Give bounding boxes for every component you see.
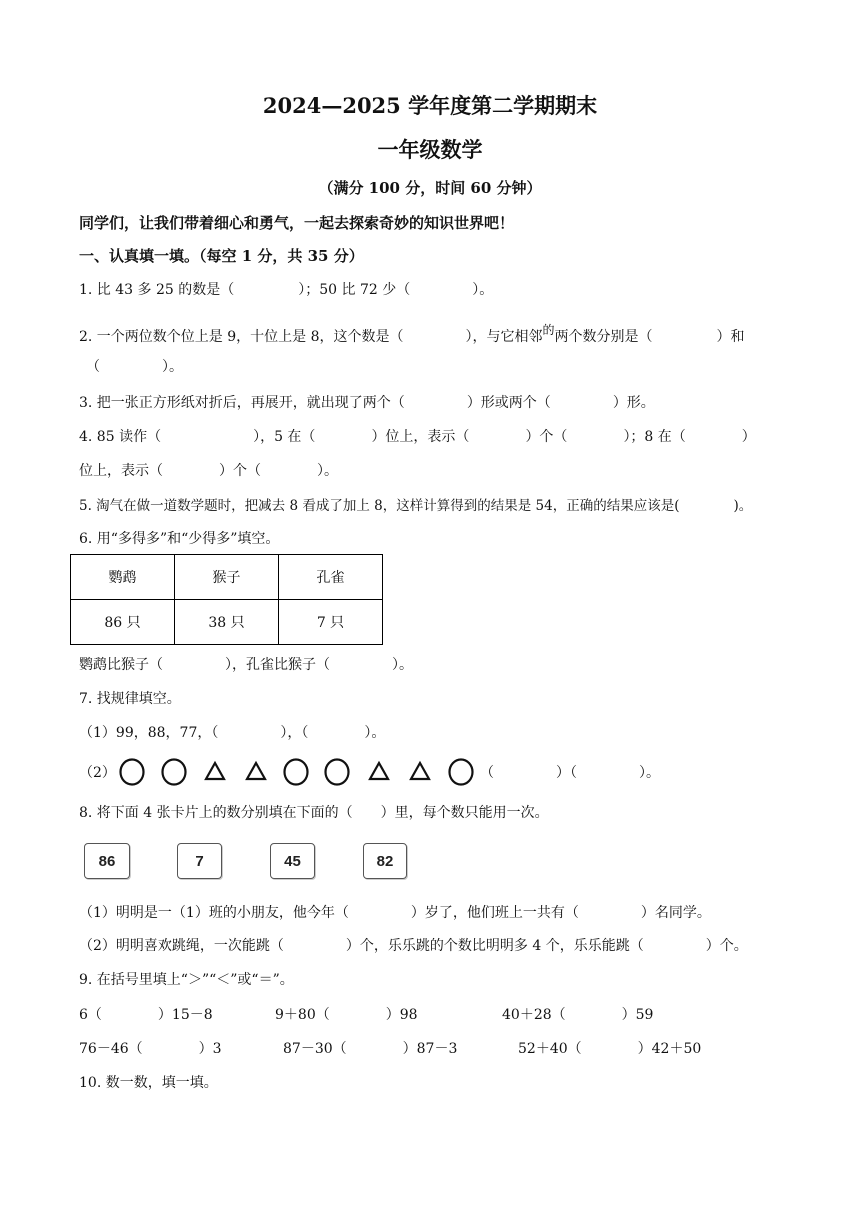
question-8-part2: （2）明明喜欢跳绳，一次能跳（ ）个，乐乐跳的个数比明明多 4 个，乐乐能跳（ ）个。 xyxy=(79,938,748,954)
circle-shape-icon xyxy=(118,757,148,787)
question-1: 1. 比 43 多 25 的数是（ ）；50 比 72 少（ ）。 xyxy=(79,282,494,298)
question-7-part2-blanks: （ ）（ ）。 xyxy=(480,765,660,781)
question-9-prompt: 9. 在括号里填上“＞”“＜”或“＝”。 xyxy=(79,972,294,988)
question-7-part1: （1）99，88，77，（ ），（ ）。 xyxy=(79,725,386,741)
triangle-shape-icon xyxy=(407,759,437,789)
question-4-cont: 位上，表示（ ）个（ ）。 xyxy=(79,463,338,479)
animal-table xyxy=(70,554,383,645)
table-header: 孔雀 xyxy=(279,555,383,600)
compare-row-1: 6（ ）15－8 xyxy=(79,1007,213,1023)
greeting: 同学们，让我们带着细心和勇气，一起去探索奇妙的知识世界吧！ xyxy=(79,214,515,232)
compare-row-2: 76－46（ ）3 xyxy=(79,1041,222,1057)
triangle-shape-icon xyxy=(243,759,273,789)
triangle-shape-icon xyxy=(366,759,396,789)
circle-shape-icon xyxy=(447,757,477,787)
table-cell: 38 只 xyxy=(175,600,279,645)
number-card: 7 xyxy=(177,843,222,879)
question-2: 2. 一个两位数个位上是 9，十位上是 8，这个数是（ ），与它相邻的两个数分别是（ ）和 xyxy=(79,323,745,345)
question-8-prompt: 8. 将下面 4 张卡片上的数分别填在下面的（ ）里，每个数只能用一次。 xyxy=(79,805,549,821)
question-7-part2-label: （2） xyxy=(79,765,116,781)
exam-title: 2024—2025 学年度第二学期期末 xyxy=(262,93,598,118)
question-4: 4. 85 读作（ ），5 在（ ）位上，表示（ ）个（ ）；8 在（ ） xyxy=(79,429,756,445)
question-6-fill: 鹦鹉比猴子（ ），孔雀比猴子（ ）。 xyxy=(79,657,413,673)
compare-row-1b: 9＋80（ ）98 xyxy=(275,1007,418,1023)
table-cell: 7 只 xyxy=(279,600,383,645)
circle-shape-icon xyxy=(160,757,190,787)
circle-shape-icon xyxy=(282,757,312,787)
question-8-part1: （1）明明是一（1）班的小朋友，他今年（ ）岁了，他们班上一共有（ ）名同学。 xyxy=(79,905,711,921)
triangle-shape-icon xyxy=(202,759,232,789)
question-5: 5. 淘气在做一道数学题时，把减去 8 看成了加上 8，这样计算得到的结果是 54，正确的结果应该是( )。 xyxy=(79,498,753,514)
exam-info: （满分 100 分，时间 60 分钟） xyxy=(318,179,542,197)
question-3: 3. 把一张正方形纸对折后，再展开，就出现了两个（ ）形或两个（ ）形。 xyxy=(79,395,655,411)
exam-subject: 一年级数学 xyxy=(377,137,483,162)
question-6-prompt: 6. 用“多得多”和“少得多”填空。 xyxy=(79,531,280,547)
number-card: 86 xyxy=(84,843,130,879)
question-2-cont: （ ）。 xyxy=(86,359,183,375)
number-card: 82 xyxy=(363,843,407,879)
question-10-prompt: 10. 数一数，填一填。 xyxy=(79,1075,218,1091)
compare-row-2c: 52＋40（ ）42＋50 xyxy=(518,1041,702,1057)
number-card: 45 xyxy=(270,843,315,879)
table-header: 猴子 xyxy=(175,555,279,600)
table-cell: 86 只 xyxy=(71,600,175,645)
compare-row-2b: 87－30（ ）87－3 xyxy=(283,1041,458,1057)
circle-shape-icon xyxy=(323,757,353,787)
compare-row-1c: 40＋28（ ）59 xyxy=(502,1007,654,1023)
question-7-prompt: 7. 找规律填空。 xyxy=(79,691,181,707)
section-heading: 一、认真填一填。（每空 1 分，共 35 分） xyxy=(79,247,364,265)
table-header: 鹦鹉 xyxy=(71,555,175,600)
